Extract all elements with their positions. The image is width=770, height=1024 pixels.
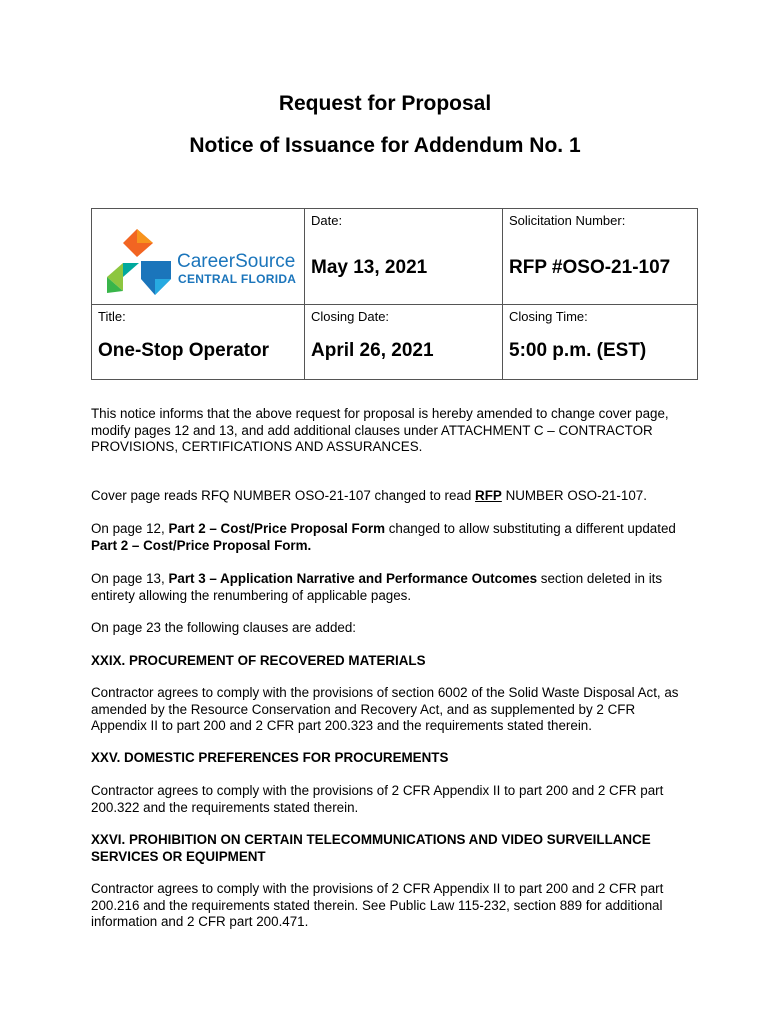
logo-brand-line2: CENTRAL FLORIDA (178, 272, 297, 286)
closing-date-cell (305, 305, 503, 380)
intro-paragraph: This notice informs that the above request for proposal is hereby amended to change cover page, modify pages 12 and 13, and add additional clauses under ATTACHMENT C – CONTRACTOR PROVISIONS, CERTIFICATIONS AND ASSURANCES. (91, 406, 669, 454)
careersource-logo (97, 223, 297, 305)
logo-brand-line1: CareerSource (177, 251, 296, 272)
clause-heading-recovered-materials: XXIX. PROCUREMENT OF RECOVERED MATERIALS (91, 653, 426, 668)
clause-heading-domestic-preferences: XXV. DOMESTIC PREFERENCES FOR PROCUREMENTS (91, 750, 449, 765)
info-table (91, 208, 698, 380)
rfp-underlined: RFP (475, 488, 502, 503)
logo-teal-shape (123, 263, 139, 277)
title-cell (92, 305, 305, 380)
solicitation-label: Solicitation Number: (509, 213, 626, 228)
solicitation-value: RFP #OSO-21-107 (509, 257, 671, 278)
clause-text-telecommunications: Contractor agrees to comply with the provisions of 2 CFR Appendix II to part 200 and 2 CFR part 200.216 and the requirements stated therein. See Public Law 115-232, section 889 for additional information and 2 CFR part 200.471. (91, 881, 664, 929)
page23-paragraph: On page 23 the following clauses are added: (91, 620, 357, 635)
document-subtitle: Notice of Issuance for Addendum No. 1 (189, 134, 581, 157)
solicitation-cell (503, 209, 698, 305)
cover-page-paragraph: Cover page reads RFQ NUMBER OSO-21-107 changed to read RFP NUMBER OSO-21-107. (91, 488, 647, 503)
closing-date-value: April 26, 2021 (311, 340, 434, 361)
title-label: Title: (98, 309, 126, 324)
closing-time-label: Closing Time: (509, 309, 588, 324)
page13-paragraph: On page 13, Part 3 – Application Narrative and Performance Outcomes section deleted in its entirety allowing the renumbering of applicable pages. (91, 571, 663, 603)
page12-paragraph: On page 12, Part 2 – Cost/Price Proposal Form changed to allow substituting a different updated Part 2 – Cost/Price Proposal Form. (91, 521, 676, 553)
closing-time-cell (503, 305, 698, 380)
date-label: Date: (311, 213, 343, 228)
date-value: May 13, 2021 (311, 257, 428, 278)
closing-time-value: 5:00 p.m. (EST) (509, 340, 647, 361)
clause-heading-telecommunications: XXVI. PROHIBITION ON CERTAIN TELECOMMUNICATIONS AND VIDEO SURVEILLANCE SERVICES OR EQUIPMENT (91, 832, 651, 864)
document-title: Request for Proposal (278, 92, 492, 115)
title-value: One-Stop Operator (98, 340, 270, 361)
date-cell (305, 209, 503, 305)
logo-cell (92, 209, 305, 305)
closing-date-label: Closing Date: (311, 309, 390, 324)
clause-text-recovered-materials: Contractor agrees to comply with the provisions of section 6002 of the Solid Waste Disposal Act, as amended by the Resource Conservation and Recovery Act, and as supplemented by 2 CFR Appendix II to part 200 and 2 CFR part 200.323 and the requirements stated therein. (91, 685, 679, 733)
clause-text-domestic-preferences: Contractor agrees to comply with the provisions of 2 CFR Appendix II to part 200 and 2 CFR part 200.322 and the requirements stated therein. (91, 783, 664, 815)
